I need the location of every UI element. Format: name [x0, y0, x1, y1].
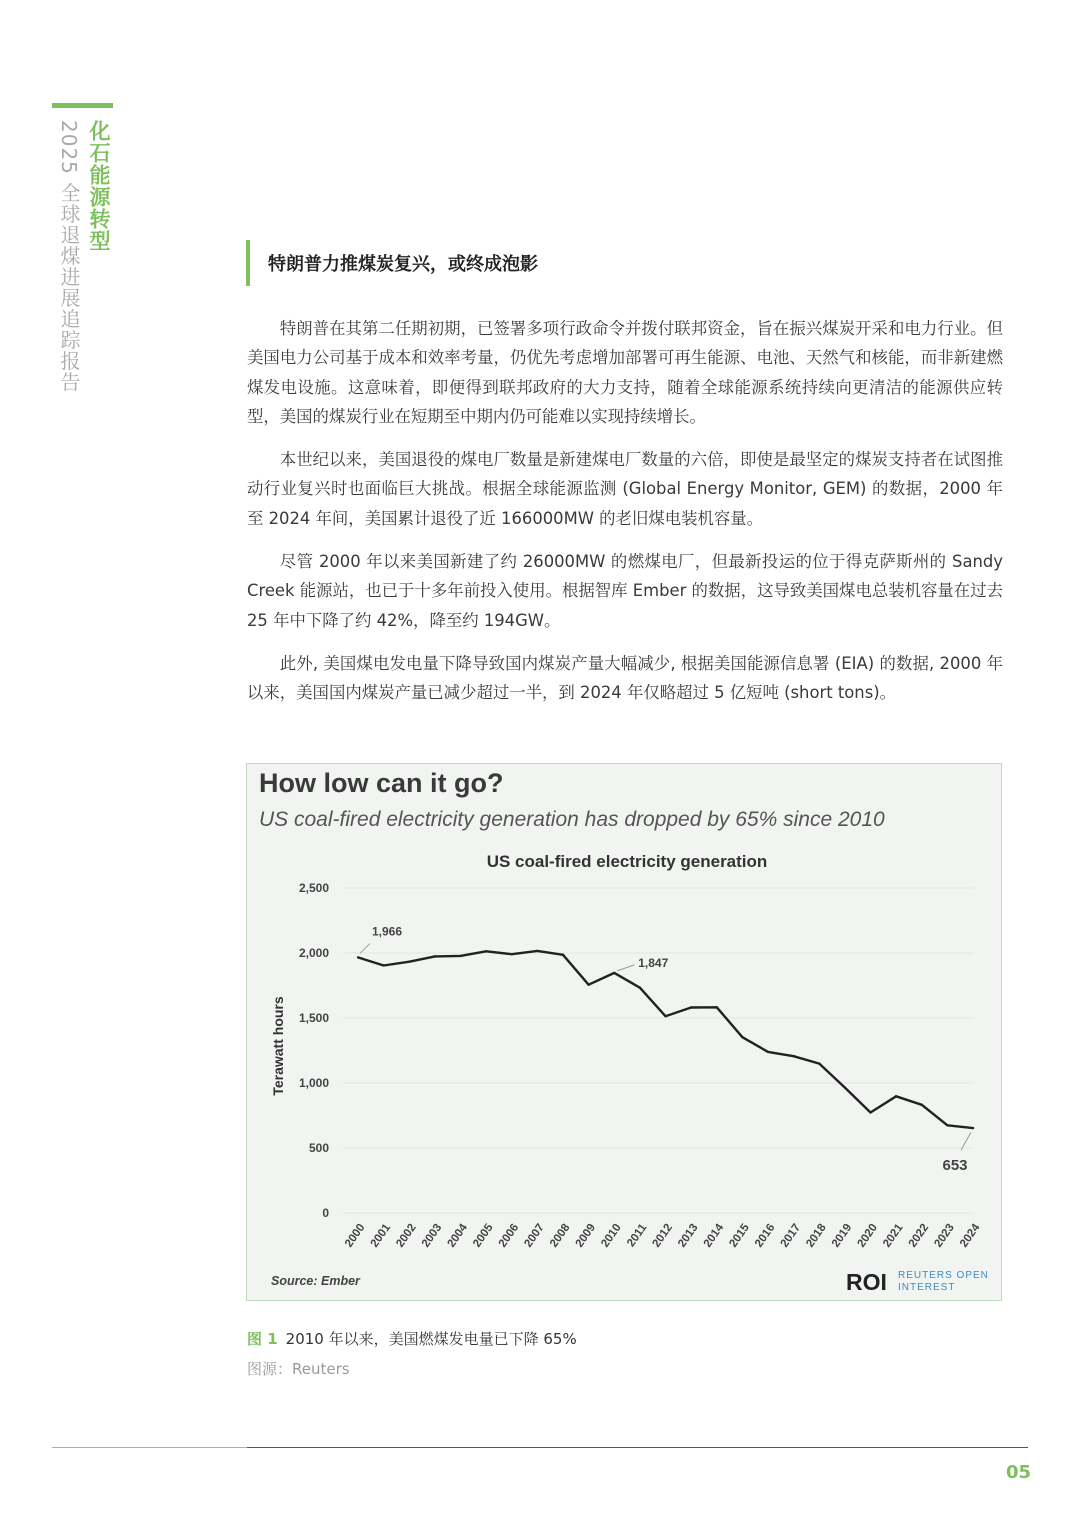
annotation-leader — [617, 965, 634, 971]
data-point — [639, 987, 641, 989]
x-tick-label: 2023 — [932, 1221, 957, 1250]
x-tick-label: 2001 — [368, 1221, 394, 1250]
data-point — [511, 953, 513, 955]
y-tick-label: 2,000 — [298, 946, 329, 960]
x-tick-label: 2014 — [701, 1221, 727, 1250]
data-point — [767, 1051, 769, 1053]
data-point — [536, 950, 538, 952]
data-point — [792, 1055, 794, 1057]
sidebar-section-title: 化石能源转型 — [87, 120, 111, 252]
data-point — [946, 1124, 948, 1126]
sidebar-report-title: 2025 全球退煤进展追踪报告 — [57, 120, 81, 393]
y-tick-label: 1,500 — [298, 1011, 329, 1025]
chart-source: Source: Ember — [271, 1274, 360, 1288]
footer-accent-line — [52, 1447, 247, 1448]
data-point — [818, 1062, 820, 1064]
x-tick-label: 2002 — [394, 1221, 419, 1250]
x-tick-label: 2020 — [855, 1221, 880, 1250]
x-tick-label: 2008 — [547, 1221, 573, 1250]
x-tick-label: 2004 — [445, 1221, 470, 1250]
x-tick-label: 2010 — [599, 1221, 624, 1250]
body-text — [247, 314, 1003, 722]
data-point — [434, 955, 436, 957]
data-point — [921, 1104, 923, 1106]
data-point — [562, 954, 564, 956]
data-label: 653 — [942, 1157, 968, 1175]
x-tick-label: 2009 — [573, 1221, 599, 1250]
roi-logo-sub-1: REUTERS OPEN — [898, 1270, 989, 1281]
x-tick-label: 2011 — [625, 1221, 650, 1250]
y-tick-label: 500 — [308, 1141, 329, 1155]
data-point — [844, 1086, 846, 1088]
x-tick-label: 2017 — [778, 1221, 804, 1250]
data-point — [613, 972, 615, 974]
x-tick-label: 2022 — [906, 1221, 932, 1250]
data-point — [895, 1095, 897, 1097]
x-tick-label: 2012 — [650, 1221, 675, 1250]
data-point — [357, 956, 359, 958]
series-line — [358, 951, 973, 1128]
chart-headline: How low can it go? — [259, 768, 504, 798]
x-tick-label: 2015 — [727, 1221, 752, 1250]
data-point — [869, 1111, 871, 1113]
x-tick-label: 2021 — [881, 1221, 906, 1250]
grid-lines — [343, 888, 974, 1213]
paragraph: 此外, 美国煤电发电量下降导致国内煤炭产量大幅减少, 根据美国能源信息署 (EIA) 的数据, 2000 年以来，美国国内煤炭产量已减少超过一半，到 2024 年仅略超过 5 亿短吨 (short tons)。 — [247, 653, 1003, 703]
x-tick-label: 2003 — [419, 1221, 445, 1250]
roi-logo-text: ROI — [846, 1269, 887, 1295]
paragraph: 本世纪以来，美国退役的煤电厂数量是新建煤电厂数量的六倍，即使是最坚定的煤炭支持者在试图推动行业复兴时也面临巨大挑战。根据全球能源监测 (Global Energy Monitor, GEM) 的数据，2000 年至 2024 年间，美国累计退役了近 166000MW 的老旧煤电装机容量。 — [247, 450, 1003, 528]
y-axis-ticks — [299, 881, 329, 1220]
figure-caption — [247, 1328, 577, 1349]
annotation-leader — [360, 943, 370, 953]
y-tick-label: 1,000 — [298, 1076, 329, 1090]
x-tick-label: 2000 — [342, 1221, 368, 1250]
data-point — [664, 1015, 666, 1017]
footer-rule — [247, 1447, 1028, 1448]
data-point — [459, 955, 461, 957]
data-point — [716, 1006, 718, 1008]
y-tick-label: 2,500 — [298, 881, 329, 895]
data-points — [357, 950, 974, 1130]
x-tick-label: 2018 — [804, 1221, 829, 1250]
data-point — [587, 984, 589, 986]
x-tick-label: 2016 — [752, 1221, 778, 1250]
roi-logo-sub-2: INTEREST — [898, 1282, 956, 1293]
data-point — [408, 961, 410, 963]
page-number: 05 — [1006, 1462, 1032, 1483]
chart-subheadline: US coal-fired electricity generation has dropped by 65% since 2010 — [259, 808, 885, 831]
data-point — [485, 950, 487, 952]
annotation-leader — [961, 1132, 971, 1150]
x-tick-label: 2013 — [676, 1221, 701, 1250]
x-tick-label: 2007 — [522, 1221, 547, 1250]
x-tick-label: 2005 — [471, 1221, 496, 1250]
x-tick-label: 2024 — [957, 1221, 983, 1250]
chart-figure — [246, 763, 1002, 1301]
y-tick-label: 0 — [322, 1206, 329, 1220]
line-chart — [247, 764, 1001, 1300]
data-point — [690, 1006, 692, 1008]
data-point — [382, 964, 384, 966]
data-annotations — [360, 924, 971, 1174]
sidebar-accent-bar — [52, 103, 113, 108]
y-axis-label: Terawatt hours — [270, 996, 286, 1096]
x-tick-label: 2019 — [829, 1221, 855, 1250]
data-label: 1,847 — [638, 955, 669, 970]
x-axis-ticks — [343, 1221, 983, 1249]
data-point — [972, 1127, 974, 1129]
paragraph: 尽管 2000 年以来美国新建了约 26000MW 的燃煤电厂，但最新投运的位于得克萨斯州的 Sandy Creek 能源站，也已于十多年前投入使用。根据智库 Ember 的数据，这导致美国煤电总装机容量在过去 25 年中下降了约 42%，降至约 194GW。 — [247, 552, 1003, 630]
figure-caption-text: 2010 年以来，美国燃煤发电量已下降 65% — [285, 1330, 577, 1348]
paragraph: 特朗普在其第二任期初期，已签署多项行政命令并拨付联邦资金，旨在振兴煤炭开采和电力行业。但美国电力公司基于成本和效率考量，仍优先考虑增加部署可再生能源、电池、天然气和核能，而非新建燃煤发电设施。这意味着，即便得到联邦政府的大力支持，随着全球能源系统持续向更清洁的能源供应转型，美国的煤炭行业在短期至中期内仍可能难以实现持续增长。 — [247, 319, 1003, 426]
data-point — [741, 1036, 743, 1038]
section-heading-text: 特朗普力推煤炭复兴，或终成泡影 — [268, 254, 538, 275]
figure-label: 图 1 — [247, 1330, 278, 1348]
x-tick-label: 2006 — [496, 1221, 522, 1250]
section-heading — [246, 240, 538, 286]
chart-title: US coal-fired electricity generation — [486, 852, 768, 871]
data-label: 1,966 — [372, 924, 403, 939]
figure-source: 图源：Reuters — [247, 1360, 350, 1378]
